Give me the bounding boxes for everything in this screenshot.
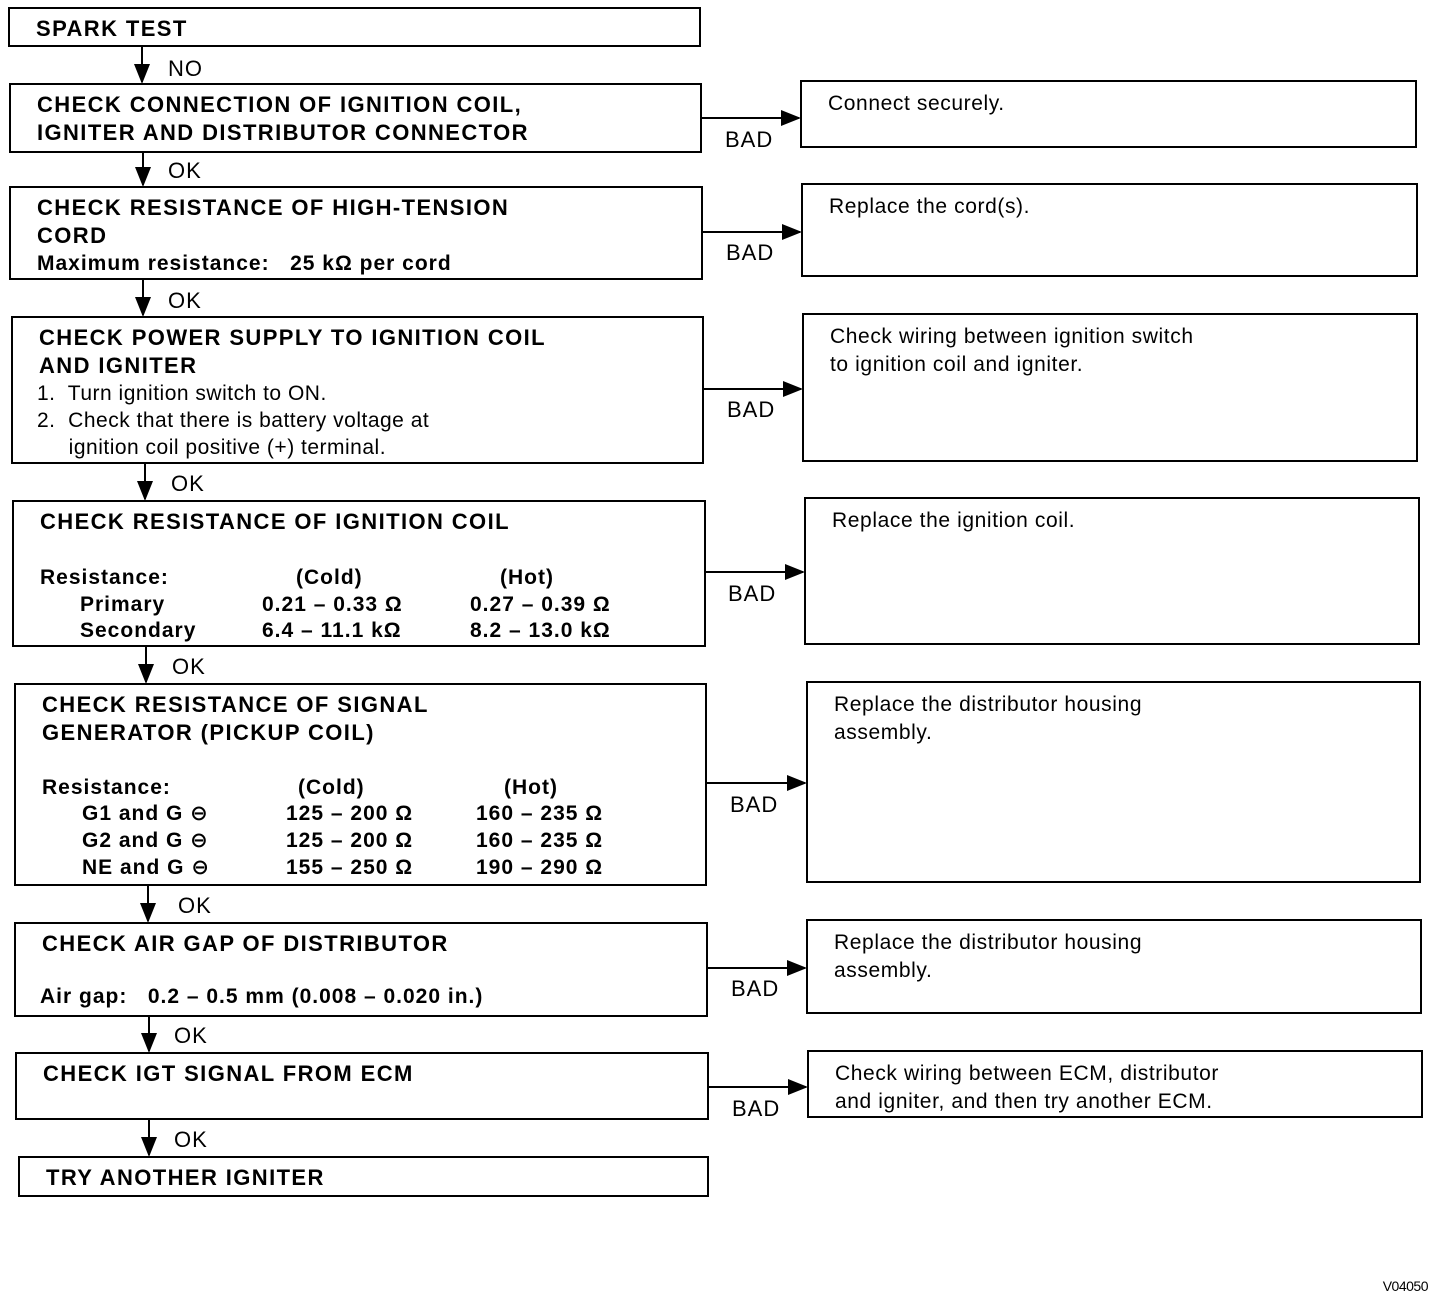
- remedy-text: Check wiring between ignition switch: [830, 325, 1194, 348]
- row-hot: 190 – 290 Ω: [476, 856, 604, 879]
- hot-header: (Hot): [504, 776, 558, 799]
- ok-label: OK: [174, 1127, 208, 1152]
- row-hot: 160 – 235 Ω: [476, 829, 604, 852]
- step-instruction: 1. Turn ignition switch to ON.: [37, 382, 327, 405]
- row-cold: 125 – 200 Ω: [286, 802, 414, 825]
- step-title: CHECK AIR GAP OF DISTRIBUTOR: [42, 931, 449, 956]
- remedy-text: Connect securely.: [828, 92, 1005, 115]
- remedy-text: assembly.: [834, 959, 933, 982]
- step-check-hightension-cord: [9, 186, 703, 280]
- row-cold: 155 – 250 Ω: [286, 856, 414, 879]
- row-hot: 8.2 – 13.0 kΩ: [470, 619, 611, 642]
- step-title: GENERATOR (PICKUP COIL): [42, 720, 375, 745]
- bad-label: BAD: [726, 240, 775, 265]
- step-instruction: ignition coil positive (+) terminal.: [37, 436, 387, 459]
- remedy-text: Replace the cord(s).: [829, 195, 1031, 218]
- cold-header: (Cold): [296, 566, 363, 589]
- step-check-connection: [9, 83, 702, 153]
- step-title: AND IGNITER: [39, 353, 198, 378]
- step-title: CHECK RESISTANCE OF HIGH-TENSION: [37, 195, 510, 220]
- step-title: CHECK RESISTANCE OF SIGNAL: [42, 692, 429, 717]
- step-title: CHECK RESISTANCE OF IGNITION COIL: [40, 509, 510, 534]
- ok-label: OK: [172, 654, 206, 679]
- step-check-signal-generator: [14, 683, 707, 886]
- step-check-power-supply: [11, 316, 704, 464]
- remedy-replace-cords: [801, 183, 1418, 277]
- row-hot: 160 – 235 Ω: [476, 802, 604, 825]
- remedy-replace-ignition-coil: [804, 497, 1420, 645]
- remedy-text: Replace the distributor housing: [834, 693, 1143, 716]
- row-name: Primary: [80, 593, 166, 616]
- remedy-text: Replace the distributor housing: [834, 931, 1143, 954]
- row-hot: 0.27 – 0.39 Ω: [470, 593, 611, 616]
- step-detail: Maximum resistance: 25 kΩ per cord: [37, 252, 452, 275]
- figure-code: V04050: [1382, 1278, 1428, 1294]
- row-name: G2 and G ⊖: [82, 829, 209, 852]
- step-check-air-gap: [14, 922, 708, 1017]
- bad-label: BAD: [731, 976, 780, 1001]
- row-cold: 125 – 200 Ω: [286, 829, 414, 852]
- ok-label: OK: [171, 471, 205, 496]
- bad-label: BAD: [728, 581, 777, 606]
- remedy-text: Replace the ignition coil.: [832, 509, 1076, 532]
- bad-label: BAD: [725, 127, 774, 152]
- step-try-another-igniter: [18, 1156, 709, 1197]
- remedy-text: Check wiring between ECM, distributor: [835, 1062, 1220, 1085]
- step-title: IGNITER AND DISTRIBUTOR CONNECTOR: [37, 120, 529, 145]
- row-cold: 6.4 – 11.1 kΩ: [262, 619, 402, 642]
- step-title: CORD: [37, 223, 108, 248]
- step-title: SPARK TEST: [36, 16, 188, 41]
- step-title: CHECK CONNECTION OF IGNITION COIL,: [37, 92, 523, 117]
- remedy-text: assembly.: [834, 721, 933, 744]
- row-name: G1 and G ⊖: [82, 802, 209, 825]
- resistance-label: Resistance:: [40, 566, 169, 589]
- step-title: CHECK POWER SUPPLY TO IGNITION COIL: [39, 325, 546, 350]
- bad-label: BAD: [727, 397, 776, 422]
- remedy-text: and igniter, and then try another ECM.: [835, 1090, 1213, 1113]
- bad-label: BAD: [730, 792, 779, 817]
- step-title: TRY ANOTHER IGNITER: [46, 1165, 325, 1190]
- step-detail: Air gap: 0.2 – 0.5 mm (0.008 – 0.020 in.): [40, 985, 484, 1008]
- remedy-replace-distributor-housing: [806, 919, 1422, 1014]
- step-check-ignition-coil: [12, 500, 706, 647]
- bad-label: BAD: [732, 1096, 781, 1121]
- step-check-igt-signal: [15, 1052, 709, 1120]
- ok-label: OK: [178, 893, 212, 918]
- remedy-text: to ignition coil and igniter.: [830, 353, 1084, 376]
- ok-label: OK: [168, 158, 202, 183]
- remedy-check-wiring-ecm: [807, 1050, 1423, 1118]
- hot-header: (Hot): [500, 566, 554, 589]
- row-cold: 0.21 – 0.33 Ω: [262, 593, 403, 616]
- row-name: Secondary: [80, 619, 197, 642]
- resistance-label: Resistance:: [42, 776, 171, 799]
- ok-label: OK: [174, 1023, 208, 1048]
- no-label: NO: [168, 56, 203, 81]
- row-name: NE and G ⊖: [82, 856, 210, 879]
- remedy-connect-securely: [800, 80, 1417, 148]
- remedy-check-wiring-ignition-switch: [802, 313, 1418, 462]
- remedy-replace-distributor-housing: [806, 681, 1421, 883]
- cold-header: (Cold): [298, 776, 365, 799]
- step-spark-test: [8, 7, 701, 47]
- ok-label: OK: [168, 288, 202, 313]
- step-title: CHECK IGT SIGNAL FROM ECM: [43, 1061, 414, 1086]
- step-instruction: 2. Check that there is battery voltage at: [37, 409, 430, 432]
